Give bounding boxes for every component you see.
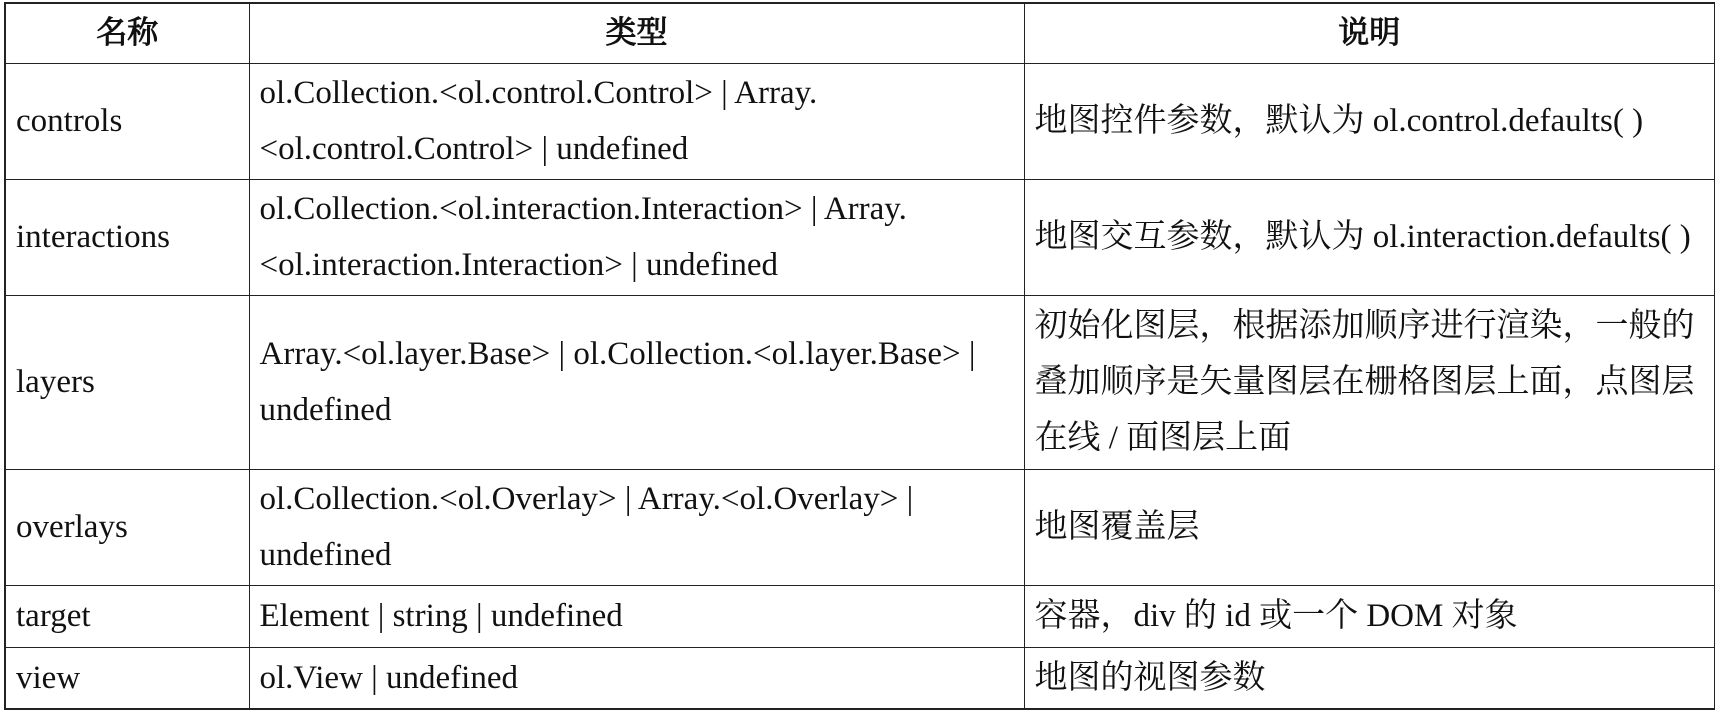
cell-description: 地图覆盖层 (1024, 469, 1715, 585)
cell-type: ol.Collection.<ol.control.Control> | Array.<ol.control.Control> | undefined (249, 63, 1024, 179)
cell-type: ol.Collection.<ol.Overlay> | Array.<ol.Overlay> | undefined (249, 469, 1024, 585)
cell-name: layers (5, 295, 249, 469)
cell-description: 地图控件参数，默认为 ol.control.defaults( ) (1024, 63, 1715, 179)
table-row (5, 586, 1715, 648)
cell-type: ol.View | undefined (249, 647, 1024, 709)
table-row (5, 647, 1715, 709)
cell-name: view (5, 647, 249, 709)
cell-description: 初始化图层，根据添加顺序进行渲染，一般的叠加顺序是矢量图层在栅格图层上面，点图层在线 / 面图层上面 (1024, 295, 1715, 469)
cell-type: ol.Collection.<ol.interaction.Interaction> | Array.<ol.interaction.Interaction> | undefined (249, 179, 1024, 295)
cell-name: controls (5, 63, 249, 179)
table-row (5, 179, 1715, 295)
header-name: 名称 (5, 3, 249, 63)
cell-name: interactions (5, 179, 249, 295)
cell-description: 地图交互参数，默认为 ol.interaction.defaults( ) (1024, 179, 1715, 295)
cell-name: overlays (5, 469, 249, 585)
header-type: 类型 (249, 3, 1024, 63)
cell-name: target (5, 586, 249, 648)
table-row (5, 295, 1715, 469)
table-header-row (5, 3, 1715, 63)
cell-description: 地图的视图参数 (1024, 647, 1715, 709)
cell-type: Array.<ol.layer.Base> | ol.Collection.<ol.layer.Base> | undefined (249, 295, 1024, 469)
table-row (5, 63, 1715, 179)
cell-description: 容器，div 的 id 或一个 DOM 对象 (1024, 586, 1715, 648)
map-options-table (4, 2, 1715, 710)
table-row (5, 469, 1715, 585)
cell-type: Element | string | undefined (249, 586, 1024, 648)
header-description: 说明 (1024, 3, 1715, 63)
